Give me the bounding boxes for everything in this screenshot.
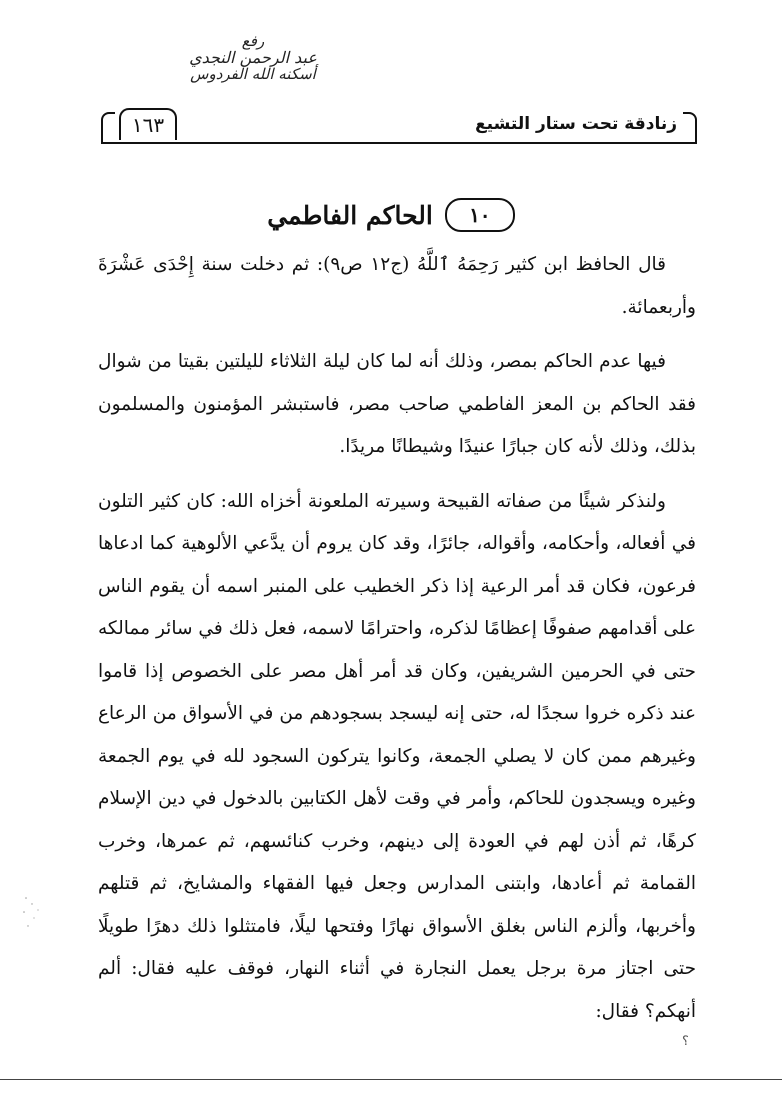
- header-frame-left: [101, 112, 115, 144]
- chapter-heading: [0, 198, 782, 232]
- stamp-line-2: عبد الرحمن النجدي: [189, 47, 317, 67]
- folio-mark: ؟: [682, 1034, 689, 1049]
- stamp-line-1: رفع: [241, 32, 265, 50]
- speck-dots-icon: [20, 890, 50, 940]
- chapter-title: الحاكم الفاطمي: [267, 200, 433, 230]
- footer-rule: [0, 1079, 782, 1080]
- paragraph-2: فيها عدم الحاكم بمصر، وذلك أنه لما كان ليلة الثلاثاء لليلتين بقيتا من شوال فقد الحاكم بن المعز الفاطمي صاحب مصر، فاستبشر المؤمنون والمسلمون بذلك، وذلك لأنه كان جبارًا عنيدًا وشيطانًا مريدًا.: [98, 351, 696, 457]
- owner-stamp: [168, 34, 338, 82]
- body-text: [98, 244, 696, 1045]
- chapter-number: ١٠: [445, 198, 515, 232]
- scan-specks: [20, 890, 50, 940]
- stamp-line-3: أسكنه الله الفردوس: [190, 64, 316, 83]
- paragraph-3: ولنذكر شيئًا من صفاته القبيحة وسيرته الملعونة أخزاه الله: كان كثير التلون في أفعاله، وأحكامه، وأقواله، جائرًا، وقد كان يروم أن يدَّعي الألوهية كما ادعاها فرعون، فكان قد أمر الرعية إذا ذكر الخطيب على المنبر اسمه أن يقوم الناس على أقدامهم صفوفًا إعظامًا لذكره، واحترامًا لاسمه، فعل ذلك في سائر ممالكه حتى في الحرمين الشريفين، وكان قد أمر أهل مصر على الخصوص إذا قاموا عند ذكره خروا سجدًا له، حتى إنه ليسجد بسجودهم من في الأسواق من الرعاع وغيرهم ممن كان لا يصلي الجمعة، وكانوا يتركون السجود لله في يوم الجمعة وغيره ويسجدون للحاكم، وأمر في وقت لأهل الكتابين بالدخول في دين الإسلام كرهًا، ثم أذن لهم في العودة إلى دينهم، وخرب كنائسهم، ثم عمرها، وخرب القمامة ثم أعادها، وابتنى المدارس وجعل فيها الفقهاء والمشايخ، ثم قتلهم وأخربها، وألزم الناس بغلق الأسواق نهارًا وفتحها ليلًا، فامتثلوا ذلك دهرًا طويلًا حتى اجتاز مرة برجل يعمل النجارة في أثناء النهار، فوقف عليه فقال: ألم أنهكم؟ فقال:: [98, 490, 696, 1022]
- page-number: ١٦٣: [119, 108, 177, 140]
- running-header: [101, 108, 697, 144]
- running-title: زنادقة تحت ستار التشيع: [475, 114, 677, 134]
- header-frame-right: [683, 112, 697, 144]
- paragraph-1: قال الحافظ ابن كثير رَحِمَهُ ٱللَّهُ (ج١٢ ص٩): ثم دخلت سنة إِحْدَى عَشْرَةَ وأربعمائة.: [98, 254, 696, 318]
